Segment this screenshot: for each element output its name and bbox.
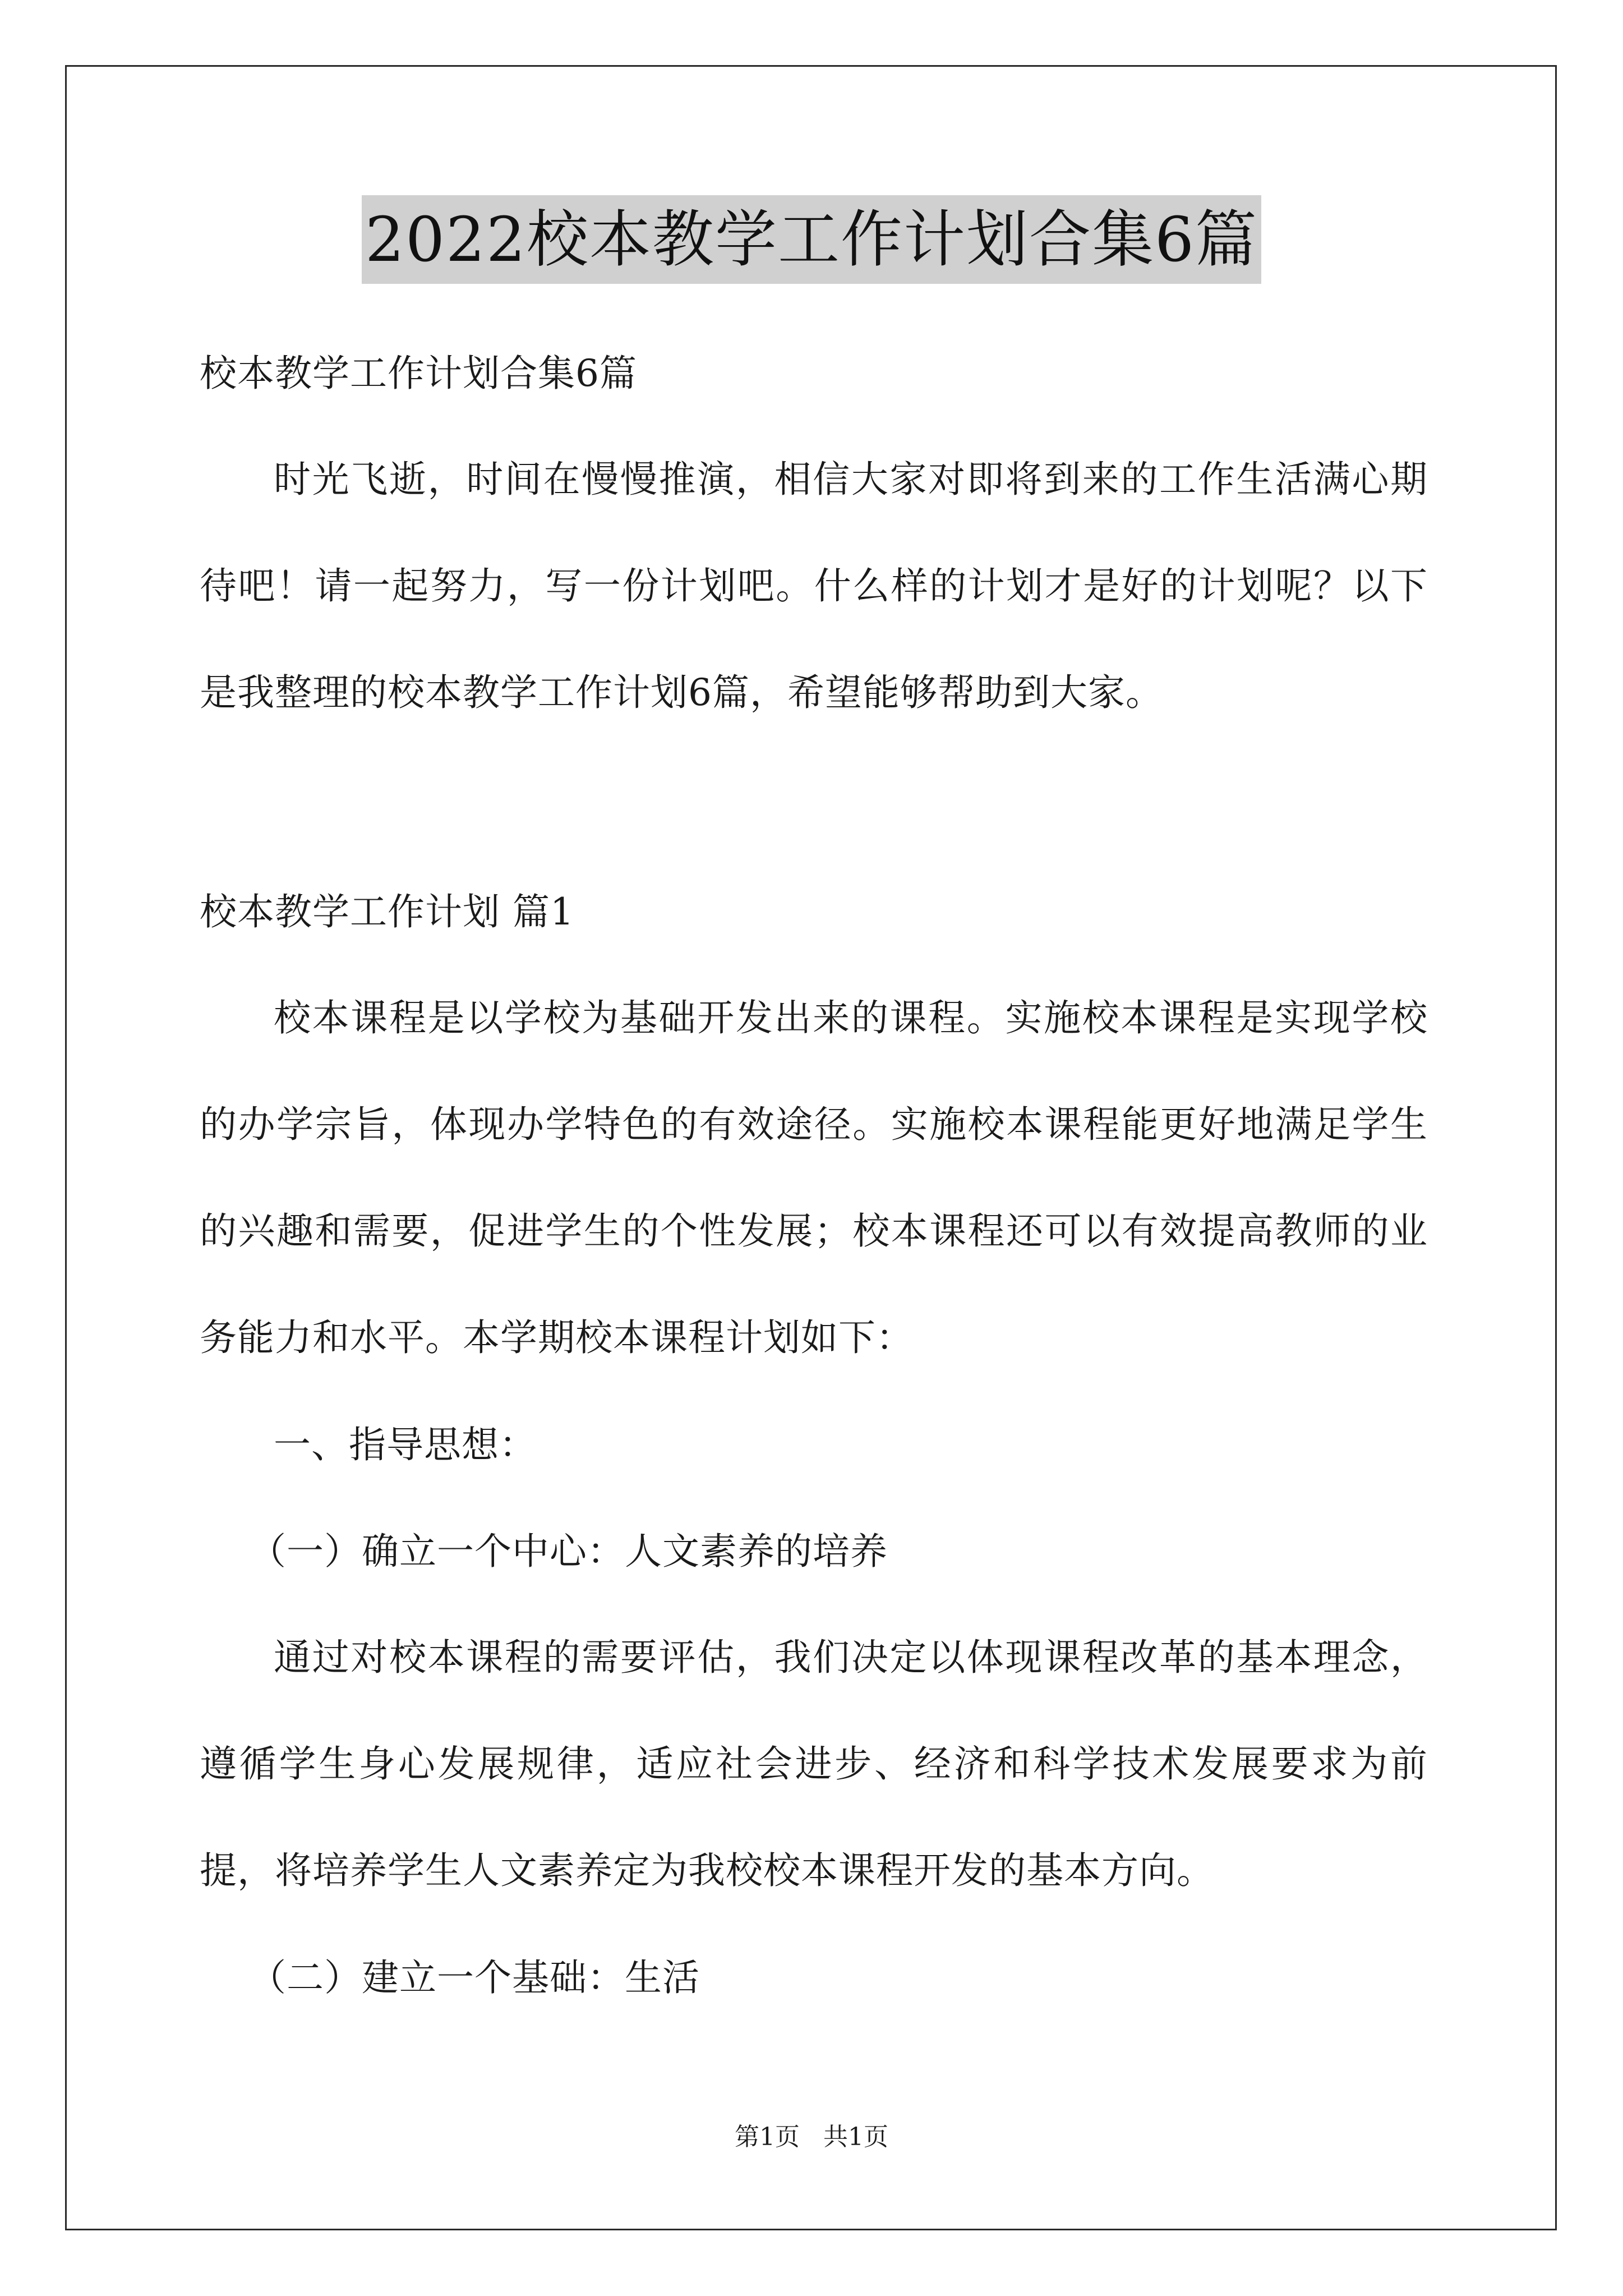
subheading-2: （二）建立一个基础：生活	[249, 1956, 700, 1999]
page-total: 共1页	[823, 2123, 888, 2151]
page-number: 第1页	[735, 2123, 800, 2151]
title-container	[0, 195, 1623, 284]
heading-1: 一、指导思想：	[274, 1423, 537, 1466]
section-heading: 校本教学工作计划 篇1	[200, 890, 574, 933]
paragraph-1: 校本课程是以学校为基础开发出来的课程。实施校本课程是实现学校的办学宗旨，体现办学特色的有效途径。实施校本课程能更好地满足学生的兴趣和需要，促进学生的个性发展；校本课程还可以有效提高教师的业务能力和水平。本学期校本课程计划如下：	[200, 996, 1428, 1359]
paragraph-2: 通过对校本课程的需要评估，我们决定以体现课程改革的基本理念，遵循学生身心发展规律，适应社会进步、经济和科学技术发展要求为前提，将培养学生人文素养定为我校校本课程开发的基本方向。	[200, 1636, 1428, 1892]
document-subtitle: 校本教学工作计划合集6篇	[200, 352, 637, 395]
document-title: 2022校本教学工作计划合集6篇	[362, 195, 1261, 284]
page-footer	[0, 2120, 1623, 2154]
intro-paragraph: 时光飞逝，时间在慢慢推演，相信大家对即将到来的工作生活满心期待吧！请一起努力，写一份计划吧。什么样的计划才是好的计划呢？以下是我整理的校本教学工作计划6篇，希望能够帮助到大家。	[200, 458, 1428, 714]
subheading-1: （一）确立一个中心：人文素养的培养	[249, 1530, 888, 1573]
